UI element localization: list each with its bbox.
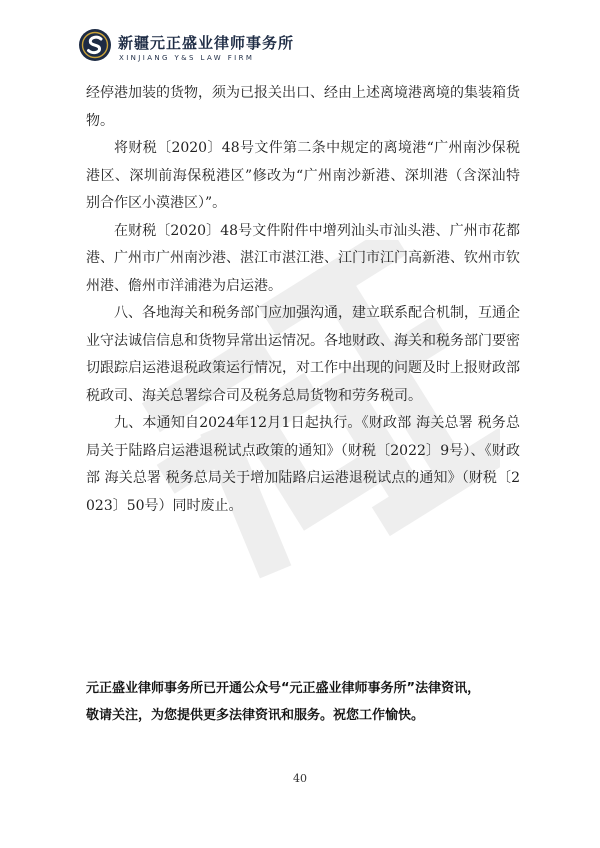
page-number: 40 — [293, 772, 307, 785]
firm-name-cn: 新疆元正盛业律师事务所 — [118, 34, 295, 52]
paragraph-4: 八、各地海关和税务部门应加强沟通，建立联系配合机制，互通企业守法诚信信息和货物异常出运情况。各地财政、海关和税务部门要密切跟踪启运港退税政策运行情况，对工作中出现的问题及时上报财政部税政司、海关总署综合司及税务总局货物和劳务税司。 — [86, 305, 520, 404]
letterhead — [78, 22, 378, 70]
subscription-notice — [86, 675, 526, 729]
subscription-notice-line-2: 敬请关注，为您提供更多法律资讯和服务。祝您工作愉快。 — [86, 708, 425, 723]
document-body — [86, 80, 520, 520]
firm-name-en: XINJIANG Y&S LAW FIRM — [119, 54, 255, 62]
paragraph-1: 经停港加装的货物，须为已报关出口、经由上述离境港离境的集装箱货物。 — [86, 85, 520, 129]
paragraph-5: 九、本通知自2024年12月1日起执行。《财政部 海关总署 税务总局关于陆路启运港退税试点政策的通知》（财税〔2022〕9号）、《财政部 海关总署 税务总局关于增加陆路启运港退税试点的通知》（财税〔2023〕50号）同时废止。 — [86, 415, 520, 514]
paragraph-3: 在财税〔2020〕48号文件附件中增列汕头市汕头港、广州市花都港、广州市广州南沙港、湛江市湛江港、江门市江门高新港、钦州市钦州港、儋州市洋浦港为启运港。 — [86, 222, 520, 294]
firm-logo-icon — [78, 28, 112, 62]
subscription-notice-line-1: 元正盛业律师事务所已开通公众号“元正盛业律师事务所”法律资讯， — [86, 681, 481, 696]
paragraph-2: 将财税〔2020〕48号文件第二条中规定的离境港“广州南沙保税港区、深圳前海保税港区”修改为“广州南沙新港、深圳港（含深汕特别合作区小漠港区）”。 — [86, 140, 520, 211]
